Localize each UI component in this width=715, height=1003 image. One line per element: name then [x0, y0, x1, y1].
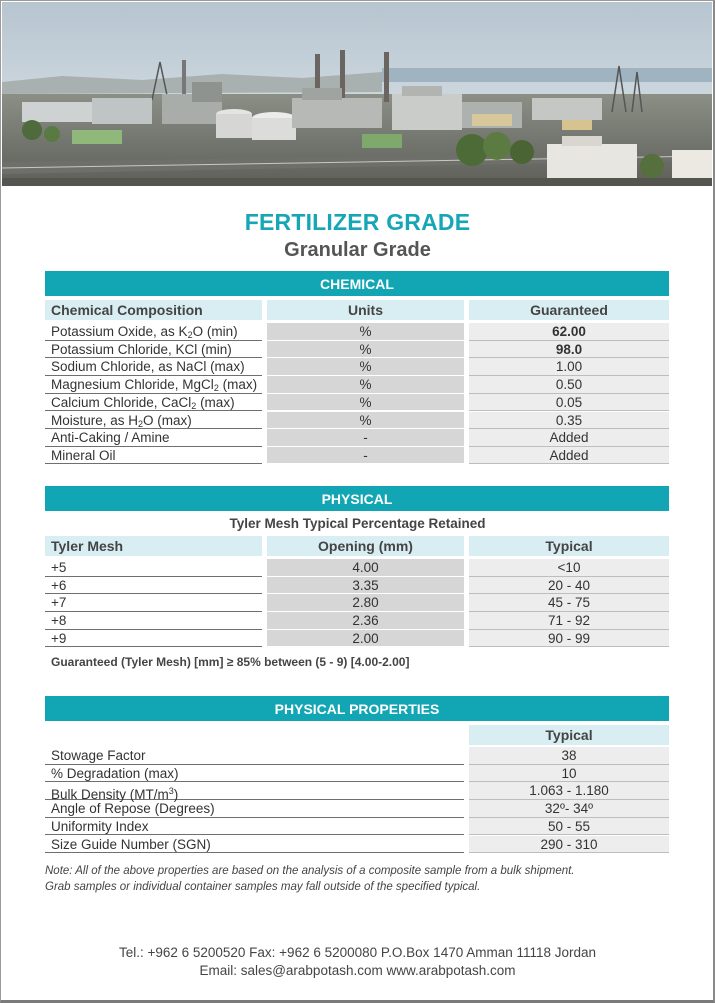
mesh-row-opening: 3.35	[267, 577, 464, 595]
property-text: % Degradation (max)	[51, 765, 179, 781]
mesh-row-typical: 20 - 40	[469, 577, 669, 595]
chemical-row-name	[45, 394, 262, 412]
chemical-row-name	[45, 429, 262, 447]
physical-header-mesh: Tyler Mesh	[45, 536, 262, 556]
property-row-typical: 38	[469, 747, 669, 765]
chemical-row-guaranteed: 98.0	[469, 341, 669, 359]
mesh-row-size: +5	[45, 559, 262, 577]
chemical-row-name	[45, 341, 262, 359]
property-row-typical: 290 - 310	[469, 836, 669, 854]
chemical-row-unit: %	[267, 358, 464, 376]
property-row-typical: 50 - 55	[469, 818, 669, 836]
chemical-header-units: Units	[267, 300, 464, 320]
physical-properties-section-banner: PHYSICAL PROPERTIES	[45, 696, 669, 721]
mesh-row-opening: 2.00	[267, 630, 464, 648]
composition-text: Anti-Caking / Amine	[51, 430, 170, 446]
composition-text: Moisture, as H	[51, 412, 139, 428]
property-text: Angle of Repose (Degrees)	[51, 801, 215, 817]
property-row-name	[45, 800, 464, 818]
mesh-row-typical: 71 - 92	[469, 612, 669, 630]
composition-subscript: 2	[138, 418, 144, 429]
chemical-row-unit: %	[267, 323, 464, 341]
physical-header-opening: Opening (mm)	[267, 536, 464, 556]
physical-header-typical: Typical	[469, 536, 669, 556]
mesh-row-opening: 2.80	[267, 594, 464, 612]
chemical-row-unit: -	[267, 447, 464, 465]
note-line-2: Grab samples or individual container samples may fall outside of the specified typical.	[45, 881, 481, 893]
property-row-name	[45, 782, 464, 803]
chemical-row-unit: %	[267, 341, 464, 359]
composition-text: Mineral Oil	[51, 447, 116, 463]
property-text: Bulk Density (MT/m	[51, 787, 169, 803]
properties-header-typical: Typical	[469, 725, 669, 745]
mesh-row-typical: 45 - 75	[469, 594, 669, 612]
composition-text: Magnesium Chloride, MgCl	[51, 377, 214, 393]
mesh-row-size: +7	[45, 594, 262, 612]
chemical-row-unit: -	[267, 429, 464, 447]
property-row-typical: 1.063 - 1.180	[469, 782, 669, 800]
chemical-row-name	[45, 447, 262, 465]
chemical-row-unit: %	[267, 376, 464, 394]
property-text: Stowage Factor	[51, 748, 146, 763]
chemical-row-name	[45, 376, 262, 394]
hero-plant-photo	[2, 2, 712, 186]
document-title: FERTILIZER GRADE	[244, 209, 471, 235]
chemical-row-guaranteed: 0.50	[469, 376, 669, 394]
property-row-name	[45, 836, 464, 854]
composition-suffix: O (min)	[192, 324, 238, 339]
chemical-row-name	[45, 358, 262, 376]
property-row-name	[45, 765, 464, 783]
property-suffix: )	[173, 787, 179, 803]
mesh-row-opening: 2.36	[267, 612, 464, 630]
composition-subscript: 2	[187, 330, 193, 340]
composition-suffix: (max)	[196, 394, 235, 410]
chemical-header-guaranteed: Guaranteed	[469, 300, 669, 320]
composition-text: Potassium Chloride, KCl (min)	[51, 341, 232, 357]
property-text: Size Guide Number (SGN)	[51, 836, 211, 852]
chemical-row-guaranteed: 0.05	[469, 394, 669, 412]
chemical-row-guaranteed: Added	[469, 447, 669, 465]
mesh-guarantee-text: Guaranteed (Tyler Mesh) [mm] ≥ 85% between (5 - 9) [4.00-2.00]	[51, 655, 410, 669]
mesh-row-typical: 90 - 99	[469, 630, 669, 648]
chemical-row-guaranteed: 1.00	[469, 358, 669, 376]
footer-email-web-line: Email: sales@arabpotash.com www.arabpotash.com	[199, 963, 516, 978]
chemical-row-unit: %	[267, 394, 464, 412]
physical-section-banner: PHYSICAL	[45, 486, 669, 511]
chemical-row-name	[45, 323, 262, 341]
property-row-typical: 10	[469, 765, 669, 783]
chemical-row-guaranteed: 62.00	[469, 323, 669, 341]
composition-suffix: (max)	[218, 377, 258, 393]
chemical-row-unit: %	[267, 412, 464, 430]
composition-text: Potassium Oxide, as K	[51, 324, 188, 339]
property-row-typical: 32º- 34º	[469, 800, 669, 818]
chemical-header-composition: Chemical Composition	[45, 300, 262, 320]
physical-subheading: Tyler Mesh Typical Percentage Retained	[229, 516, 486, 531]
mesh-row-size: +9	[45, 630, 262, 648]
chemical-row-guaranteed: Added	[469, 429, 669, 447]
mesh-row-typical: <10	[469, 559, 669, 577]
mesh-row-opening: 4.00	[267, 559, 464, 577]
composition-subscript: 2	[213, 383, 219, 394]
property-row-name	[45, 818, 464, 836]
composition-text: Calcium Chloride, CaCl	[51, 394, 192, 410]
property-row-name	[45, 747, 464, 765]
chemical-section-banner: CHEMICAL	[45, 271, 669, 296]
property-text: Uniformity Index	[51, 818, 149, 834]
composition-suffix: O (max)	[143, 412, 192, 428]
composition-subscript: 2	[191, 400, 197, 411]
note-line-1: Note: All of the above properties are based on the analysis of a composite sample from a bulk shipment.	[45, 865, 575, 877]
composition-text: Sodium Chloride, as NaCl (max)	[51, 359, 245, 375]
chemical-row-name	[45, 412, 262, 430]
mesh-row-size: +8	[45, 612, 262, 630]
chemical-row-guaranteed: 0.35	[469, 412, 669, 430]
footer-contact-line: Tel.: +962 6 5200520 Fax: +962 6 5200080 P.O.Box 1470 Amman 11118 Jordan	[118, 945, 597, 960]
mesh-row-size: +6	[45, 577, 262, 595]
document-subtitle: Granular Grade	[284, 239, 431, 261]
property-superscript: 3	[168, 786, 174, 797]
